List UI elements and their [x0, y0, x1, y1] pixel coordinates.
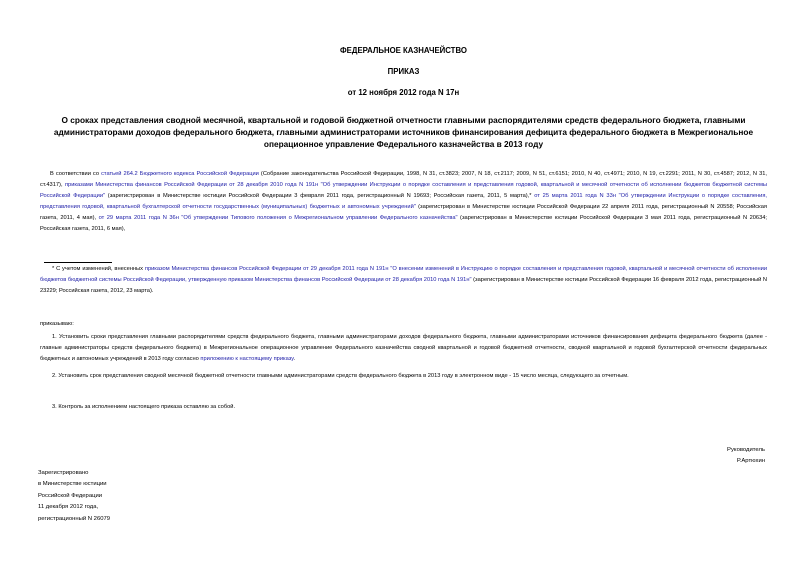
order-item-1	[40, 332, 767, 365]
appendix-link[interactable]: приложению к настоящему приказу	[200, 355, 294, 362]
order-item-3: 3. Контроль за исполнением настоящего приказа оставляю за собой.	[52, 404, 236, 410]
registration-line: Российской Федерации	[38, 492, 103, 499]
preamble-paragraph	[40, 169, 767, 234]
document-date-number: от 12 ноября 2012 года N 17н	[347, 88, 460, 97]
order-36n-link[interactable]: от 29 марта 2011 года N 36н "Об утверждении Типового положения о Межрегиональном управлении Федерального казначейства"	[98, 214, 458, 221]
signer-name: Р.Артюхин	[736, 457, 765, 464]
document-title: О сроках представления сводной месячной, квартальной и годовой бюджетной отчетности главными распорядителями средств федерального бюджета, главными администраторами доходов федерального бюджета, главными администраторами источников финансирования дефицита федерального бюджета в Межрегиональное операционное управление Федерального казначейства в 2013 году	[53, 115, 754, 149]
footnote-text: (зарегистрирован в Министерстве юстиции Российской Федерации 16 февраля 2012 года, регистрационный N 23229; Российская газета, 2012, 23 марта).	[40, 276, 767, 294]
signer-position: Руководитель	[727, 447, 765, 453]
registration-block	[38, 468, 110, 525]
footnote-text: * С учетом изменений, внесенных	[52, 266, 145, 272]
preamble-text: (зарегистрирован в Министерстве юстиции Российской Федерации 3 февраля 2011 года, регистрационный N 19693; Российская газета, 2011, 5 марта),*	[105, 192, 535, 199]
budget-code-link[interactable]: статьей 264.2 Бюджетного кодекса Российской Федерации	[101, 171, 259, 177]
item-1-end: .	[293, 355, 296, 362]
agency-name: ФЕДЕРАЛЬНОЕ КАЗНАЧЕЙСТВО	[340, 46, 467, 55]
registration-line: регистрационный N 26079	[38, 515, 111, 522]
order-word: приказываю:	[40, 321, 74, 327]
footnote-separator	[44, 262, 112, 263]
footnote-paragraph	[40, 264, 767, 297]
item-1-text: 1. Установить сроки представления главными распорядителями средств федерального бюджета, главными администраторами доходов федерального бюджета, главными администраторами источников финансирования дефицита федерального бюджета (далее - главные администраторы средств федерального бюджета) в Межрегиональное операционное управление Федерального казначейства сводной квартальной и годовой бюджетной отчетности, сводной квартальной и годовой бухгалтерской отчетности федеральных бюджетных и автономных учреждений в 2013 году согласно	[40, 334, 767, 362]
amendment-order-link[interactable]: приказом Министерства финансов Российской Федерации от 29 декабря 2011 года N 191н "О внесении изменений в Инструкцию о порядке составления и представления годовой, квартальной и месячной отчетности об исполнении бюджетов бюджетной системы Российской Федерации, утвержденную приказом Министерства финансов Российской Федерации от 28 декабря 2010 года N 191н"	[40, 266, 767, 283]
preamble-text: (зарегистрирован в Министерстве юстиции Российской Федерации 22 апреля 2011 года, регистрационный N 20558; Российская газета, 2011, 4 мая),	[40, 203, 767, 221]
document-type: ПРИКАЗ	[387, 67, 420, 76]
preamble-text: В соответствии со	[50, 171, 102, 177]
preamble-text: (зарегистрирован в Министерстве юстиции Российской Федерации 3 мая 2011 года, регистрационный N 20634; Российская газета, 2011, 6 мая),	[40, 214, 767, 232]
signature-block	[727, 445, 765, 466]
registration-line: в Министерстве юстиции	[38, 481, 107, 488]
registration-line: Зарегистрировано	[38, 470, 89, 476]
order-item-2: 2. Установить срок представления сводной месячной бюджетной отчетности главными администраторами средств федерального бюджета в 2013 году в электронном виде - 15 число месяца, следующего за отчетным.	[52, 373, 629, 379]
registration-line: 11 декабря 2012 года,	[38, 504, 99, 511]
order-191n-link[interactable]: приказами Министерства финансов Российской Федерации от 28 декабря 2010 года N 191н "Об утверждении Инструкции о порядке составления и представления годовой, квартальной и месячной отчетности об исполнении бюджетов бюджетной системы Российской Федерации"	[40, 181, 767, 199]
preamble-text: (Собрание законодательства Российской Федерации, 1998, N 31, ст.3823; 2007, N 18, ст.2117; 2009, N 51, ст.6151; 2010, N 40, ст.4971; 2010, N 19, ст.2291; 2011, N 30, ст.4587; 2012, N 31, ст.4317),	[40, 171, 767, 188]
order-33n-link[interactable]: от 25 марта 2011 года N 33н "Об утверждении Инструкции о порядке составления, представления годовой, квартальной бухгалтерской отчетности государственных (муниципальных) бюджетных и автономных учреждений"	[40, 192, 767, 210]
